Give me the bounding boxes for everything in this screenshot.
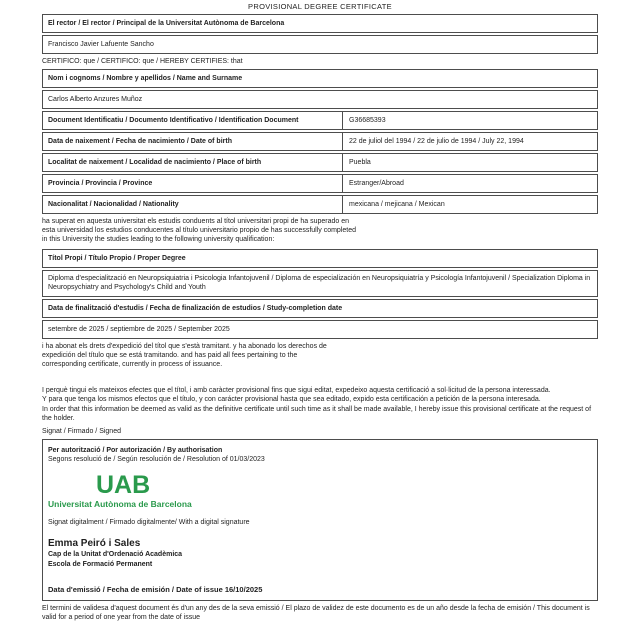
rector-label: El rector / El rector / Principal de la Universitat Autònoma de Barcelona bbox=[48, 20, 285, 27]
signed-line: Signat / Firmado / Signed bbox=[42, 428, 121, 436]
rector-name-row bbox=[42, 35, 598, 54]
authorisation-label: Per autorització / Por autorización / By authorisation bbox=[48, 447, 223, 455]
paragraph-line: in this University the studies leading to the following university qualification: bbox=[42, 236, 275, 244]
degree-value: Diploma d'especialització en Neuropsiquiatria i Psicologia Infantojuvenil / Diploma de especialización en Neuropsiquiatría y Psicología Infantojuvenil / Specialization Diploma in Neuropsychiatry and Psychology's Child and Youth bbox=[48, 275, 591, 292]
paragraph-line: Y para que tenga los mismos efectos que el título, y con carácter provisional hasta que sea editado, expido esta certificación a petición de la persona interesada. bbox=[42, 396, 541, 404]
field-value: mexicana / mejicana / Mexican bbox=[349, 201, 445, 208]
rector-label-row bbox=[42, 14, 598, 33]
degree-label-row bbox=[42, 249, 598, 268]
fees-paragraph bbox=[42, 342, 598, 370]
completion-label: Data de finalització d'estudis / Fecha de finalización de estudios / Study-completion date bbox=[48, 304, 343, 312]
signer-title-2: Escola de Formació Permanent bbox=[48, 560, 153, 568]
signature-box bbox=[42, 439, 598, 601]
table-row bbox=[42, 174, 598, 193]
field-label: Nacionalitat / Nacionalidad / Nationality bbox=[43, 196, 343, 213]
university-name: Universitat Autònoma de Barcelona bbox=[48, 499, 192, 510]
degree-label: Títol Propi / Título Propio / Proper Degree bbox=[48, 254, 186, 262]
completion-value: setembre de 2025 / septiembre de 2025 / September 2025 bbox=[48, 325, 230, 333]
spacer bbox=[42, 373, 598, 383]
name-label-row bbox=[42, 69, 598, 88]
table-row bbox=[42, 111, 598, 130]
field-label: Localitat de naixement / Localidad de nacimiento / Place of birth bbox=[43, 154, 343, 171]
field-value: Estranger/Abroad bbox=[349, 180, 404, 187]
field-value: 22 de juliol del 1994 / 22 de julio de 1994 / July 22, 1994 bbox=[349, 138, 524, 145]
rector-name: Francisco Javier Lafuente Sancho bbox=[48, 41, 154, 48]
paragraph-line: i ha abonat els drets d'expedició del títol que s'està tramitant. y ha abonado los derechos de bbox=[42, 342, 327, 350]
person-name: Carlos Alberto Anzures Muñoz bbox=[48, 96, 143, 103]
completion-label-row bbox=[42, 299, 598, 318]
validity-footer: El termini de validesa d'aquest document és d'un any des de la seva emissió / El plazo de validez de este documento es de un año desde la fecha de emisión / This document is valid for a period of one year from the date of issue bbox=[42, 605, 590, 622]
field-value: Puebla bbox=[349, 159, 371, 166]
completion-value-row bbox=[42, 320, 598, 339]
certifies-line: CERTIFICO: que / CERTIFICO: que / HEREBY CERTIFIES: that bbox=[42, 58, 243, 65]
paragraph-line: expedición del título que se está tramitando. and has paid all fees pertaining to the bbox=[42, 351, 298, 359]
document-title: PROVISIONAL DEGREE CERTIFICATE bbox=[248, 2, 392, 11]
paragraph-line: In order that this information be deemed as valid as the definitive certificate until such time as it shall be made available, I hereby issue this provisional certificate at the request of the holder. bbox=[42, 405, 592, 422]
provisional-paragraph bbox=[42, 386, 598, 423]
degree-value-row bbox=[42, 270, 598, 297]
field-label: Document Identificatiu / Documento Identificativo / Identification Document bbox=[43, 112, 343, 129]
name-value-row bbox=[42, 90, 598, 109]
table-row bbox=[42, 195, 598, 214]
field-label: Provincia / Provincia / Province bbox=[43, 175, 343, 192]
table-row bbox=[42, 132, 598, 151]
digital-signature-line: Signat digitalment / Firmado digitalmente/ With a digital signature bbox=[48, 519, 250, 527]
issue-date-line: Data d'emissió / Fecha de emisión / Date of issue 16/10/2025 bbox=[48, 585, 263, 595]
table-row bbox=[42, 153, 598, 172]
field-label: Data de naixement / Fecha de nacimiento / Date of birth bbox=[43, 133, 343, 150]
paragraph-line: I perquè tingui els mateixos efectes que el títol, i amb caràcter provisional fins que sigui editat, expedeixo aquesta certificació a sol·licitud de la persona interessada. bbox=[42, 387, 551, 395]
signer-name: Emma Peiró i Sales bbox=[48, 538, 141, 550]
uab-logo: UAB bbox=[96, 471, 151, 500]
paragraph-line: corresponding certificate, currently in process of issuance. bbox=[42, 361, 223, 369]
signer-title-1: Cap de la Unitat d'Ordenació Acadèmica bbox=[48, 551, 183, 559]
paragraph-line: esta universidad los estudios conducentes al título universitario propio de has successfully completed bbox=[42, 227, 357, 235]
studies-paragraph bbox=[42, 217, 598, 245]
paragraph-line: ha superat en aquesta universitat els estudis conduents al títol universitari propi de ha superado en bbox=[42, 218, 350, 225]
resolution-line: Segons resolució de / Según resolución de / Resolution of 01/03/2023 bbox=[48, 456, 265, 464]
name-label: Nom i cognoms / Nombre y apellidos / Name and Surname bbox=[48, 75, 243, 82]
field-value: G36685393 bbox=[349, 117, 386, 124]
